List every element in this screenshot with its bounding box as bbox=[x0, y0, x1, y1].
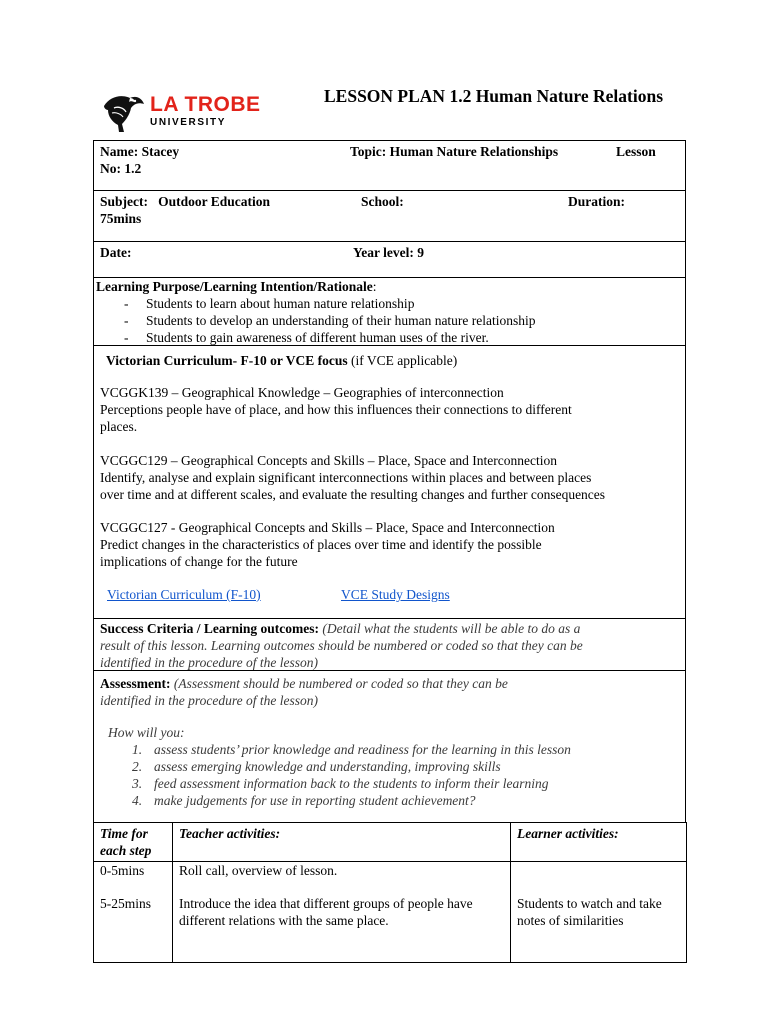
row-time: 5-25mins bbox=[100, 896, 152, 911]
duration-label: Duration: bbox=[568, 194, 625, 209]
list-item: 4. make judgements for use in reporting student achievement? bbox=[132, 793, 476, 808]
curriculum-entry bbox=[100, 519, 555, 570]
list-item: 3. feed assessment information back to the students to inform their learning bbox=[132, 776, 549, 791]
column-header-teacher: Teacher activities: bbox=[173, 823, 511, 862]
curriculum-entry bbox=[100, 384, 572, 435]
curriculum-heading-note: (if VCE applicable) bbox=[350, 353, 458, 368]
header-date-row bbox=[93, 241, 686, 278]
school-label: School: bbox=[361, 194, 404, 209]
name-value: Stacey bbox=[141, 144, 180, 159]
row-learner-activity: Students to watch and take notes of similarities bbox=[517, 896, 662, 928]
learning-purpose-heading: Learning Purpose/Learning Intention/Rationale bbox=[96, 279, 373, 294]
curriculum-desc: Identify, analyse and explain significant interconnections within places and between places bbox=[100, 470, 592, 485]
assessment-how-label: How will you: bbox=[108, 725, 185, 740]
learning-purpose-section: Learning Purpose/Learning Intention/Rationale: - Students to learn about human nature relationship - Students to develop an understanding of their human nature relationship - Students to gain awareness of different human uses of the river. bbox=[93, 277, 686, 346]
curriculum-desc: Predict changes in the characteristics of places over time and identify the possible bbox=[100, 537, 542, 552]
name-label: Name: bbox=[100, 144, 139, 159]
eagle-icon bbox=[100, 92, 146, 134]
column-header-time: Time for each step bbox=[94, 823, 173, 862]
row-time: 0-5mins bbox=[100, 863, 145, 878]
curriculum-section bbox=[93, 345, 686, 619]
header-name-row bbox=[93, 140, 686, 191]
list-item: 2. assess emerging knowledge and understanding, improving skills bbox=[132, 759, 501, 774]
assessment-note: identified in the procedure of the lesson) bbox=[100, 693, 318, 708]
curriculum-code: VCGGC129 – Geographical Concepts and Skills – Place, Space and Interconnection bbox=[100, 453, 558, 468]
success-criteria-note: result of this lesson. Learning outcomes should be numbered or coded so that they can be bbox=[100, 638, 583, 653]
activities-table bbox=[93, 822, 687, 963]
assessment-section bbox=[93, 670, 686, 823]
curriculum-desc: places. bbox=[100, 419, 138, 434]
assessment-list bbox=[94, 741, 571, 809]
column-header-learner: Learner activities: bbox=[511, 823, 687, 862]
list-item: - Students to develop an understanding of their human nature relationship bbox=[94, 312, 536, 329]
vce-study-designs-link[interactable]: VCE Study Designs bbox=[341, 587, 450, 602]
subject-label: Subject: bbox=[100, 194, 148, 209]
curriculum-code: VCGGC127 - Geographical Concepts and Skills – Place, Space and Interconnection bbox=[100, 520, 555, 535]
success-criteria-note: identified in the procedure of the lesson) bbox=[100, 655, 318, 670]
curriculum-heading: Victorian Curriculum- F-10 or VCE focus bbox=[106, 353, 348, 368]
list-item: 1. assess students’ prior knowledge and readiness for the learning in this lesson bbox=[132, 742, 571, 757]
curriculum-code: VCGGK139 – Geographical Knowledge – Geographies of interconnection bbox=[100, 385, 504, 400]
list-item: - Students to gain awareness of different human uses of the river. bbox=[94, 329, 536, 346]
table-header-row bbox=[94, 823, 687, 862]
curriculum-desc: Perceptions people have of place, and how this influences their connections to different bbox=[100, 402, 572, 417]
logo-wordmark: LA TROBE bbox=[150, 93, 261, 116]
topic-label: Topic: Human Nature Relationships bbox=[350, 144, 559, 159]
lesson-number: No: 1.2 bbox=[100, 161, 142, 176]
row-teacher-activity: Introduce the idea that different groups of people have different relations with the same place. bbox=[179, 896, 473, 928]
curriculum-entry bbox=[100, 452, 605, 503]
curriculum-desc: implications of change for the future bbox=[100, 554, 298, 569]
row-teacher-activity: Roll call, overview of lesson. bbox=[179, 863, 338, 878]
page-title: LESSON PLAN 1.2 Human Nature Relations bbox=[324, 86, 664, 106]
victorian-curriculum-link[interactable]: Victorian Curriculum (F-10) bbox=[107, 587, 261, 602]
curriculum-desc: over time and at different scales, and evaluate the resulting changes and further consequences bbox=[100, 487, 606, 502]
list-item: - Students to learn about human nature relationship bbox=[94, 295, 536, 312]
table-row bbox=[94, 862, 687, 963]
learning-purpose-list bbox=[94, 295, 536, 346]
la-trobe-logo bbox=[100, 92, 270, 134]
duration-value: 75mins bbox=[100, 211, 142, 226]
logo-subtitle: UNIVERSITY bbox=[150, 117, 227, 128]
subject-value: Outdoor Education bbox=[158, 194, 271, 209]
header-subject-row bbox=[93, 190, 686, 242]
success-criteria-section bbox=[93, 618, 686, 671]
success-criteria-heading: Success Criteria / Learning outcomes: bbox=[100, 621, 319, 636]
assessment-note: (Assessment should be numbered or coded so that they can be bbox=[173, 676, 508, 691]
date-label: Date: bbox=[100, 245, 132, 260]
year-level: Year level: 9 bbox=[353, 245, 424, 260]
lesson-label: Lesson bbox=[616, 144, 656, 159]
assessment-heading: Assessment: bbox=[100, 676, 171, 691]
success-criteria-note: (Detail what the students will be able to do as a bbox=[322, 621, 581, 636]
